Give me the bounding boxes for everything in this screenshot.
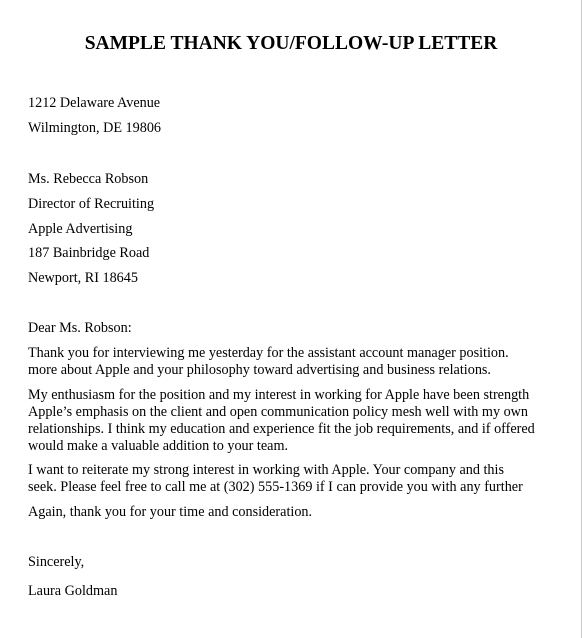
paragraph-line: would make a valuable addition to your team. xyxy=(28,438,289,454)
recipient-city-state-zip: Newport, RI 18645 xyxy=(28,270,138,286)
signature-name: Laura Goldman xyxy=(28,583,118,599)
paragraph-line: Thank you for interviewing me yesterday for the assistant account manager position. xyxy=(28,345,509,361)
paragraph-line: My enthusiasm for the position and my interest in working for Apple have been strength xyxy=(28,387,530,403)
salutation: Dear Ms. Robson: xyxy=(28,320,132,336)
paragraph-line: relationships. I think my education and experience fit the job requirements, and if offered xyxy=(28,421,535,437)
recipient-title: Director of Recruiting xyxy=(28,196,155,212)
recipient-name: Ms. Rebecca Robson xyxy=(28,171,149,187)
document-title: SAMPLE THANK YOU/FOLLOW-UP LETTER xyxy=(84,33,498,54)
sender-city-state-zip: Wilmington, DE 19806 xyxy=(28,120,162,136)
recipient-company: Apple Advertising xyxy=(28,221,133,237)
recipient-street: 187 Bainbridge Road xyxy=(28,245,150,261)
closing: Sincerely, xyxy=(28,554,85,570)
paragraph-line: Apple’s emphasis on the client and open communication policy mesh well with my own xyxy=(28,404,529,420)
sender-street: 1212 Delaware Avenue xyxy=(28,95,161,111)
paragraph-line: Again, thank you for your time and consideration. xyxy=(28,504,313,520)
paragraph-line: I want to reiterate my strong interest in working with Apple. Your company and this xyxy=(28,462,504,478)
paragraph-line: more about Apple and your philosophy toward advertising and business relations. xyxy=(28,362,491,378)
paragraph-line: seek. Please feel free to call me at (302) 555-1369 if I can provide you with any further xyxy=(28,479,523,495)
